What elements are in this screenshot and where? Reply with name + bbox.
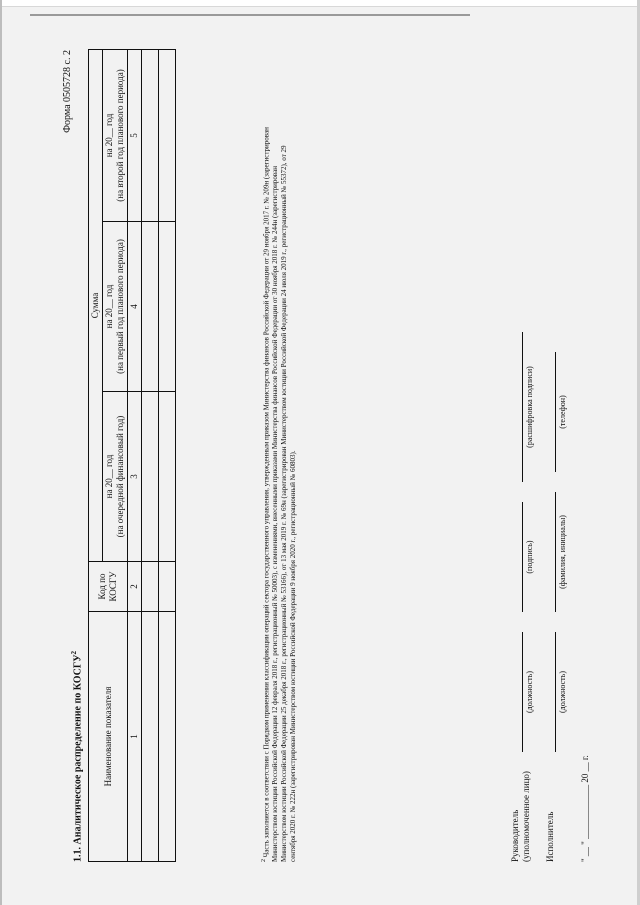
header-year3-title: на 20__ год — [104, 113, 114, 158]
executor-fio-line[interactable] — [555, 492, 556, 612]
date-field[interactable]: " __ " ____________ 20 __ г. — [580, 755, 590, 862]
executor-label: Исполнитель — [545, 811, 555, 862]
footnote-mark: 2 — [261, 859, 267, 862]
header-year1 — [103, 392, 128, 562]
cell-year1[interactable] — [142, 392, 159, 562]
header-name: Наименование показателя — [89, 612, 128, 862]
table-row — [159, 49, 176, 861]
header-code: Код по КОСГУ — [89, 562, 128, 612]
header-year2-title: на 20__ год — [104, 284, 114, 329]
col-num-3: 3 — [128, 392, 142, 562]
executor-phone-line[interactable] — [555, 352, 556, 472]
head-label-line2: (уполномоченное лицо) — [521, 771, 531, 862]
head-label-line1: Руководитель — [510, 809, 520, 862]
form-number: Форма 0505728 с. 2 — [62, 50, 73, 133]
cell-code[interactable] — [159, 562, 176, 612]
column-number-row — [128, 49, 142, 861]
executor-position-caption: (должность) — [558, 671, 567, 713]
head-position-line[interactable] — [522, 632, 523, 752]
section-title-text: 1.1. Аналитическое распределение по КОСГУ — [72, 654, 84, 862]
section-title — [70, 651, 83, 862]
head-signature-line[interactable] — [522, 502, 523, 612]
head-decoded-line[interactable] — [522, 332, 523, 482]
header-year3-sub: (на второй год планового периода) — [115, 69, 125, 202]
kosgu-table — [88, 49, 176, 862]
executor-phone-caption: (телефон) — [558, 395, 567, 429]
scan-left-edge — [0, 0, 2, 905]
cell-year3[interactable] — [159, 49, 176, 221]
table-row — [142, 49, 159, 861]
header-year1-sub: (на очередной финансовый год) — [115, 415, 125, 538]
header-year2 — [103, 222, 128, 392]
header-year3 — [103, 49, 128, 221]
scan-artifact-line — [30, 14, 470, 16]
executor-fio-caption: (фамилия, инициалы) — [558, 515, 567, 589]
header-year1-title: на 20__ год — [104, 454, 114, 499]
col-num-1: 1 — [128, 612, 142, 862]
cell-year2[interactable] — [159, 222, 176, 392]
head-position-caption: (должность) — [525, 671, 534, 713]
cell-year2[interactable] — [142, 222, 159, 392]
footnote-text: Часть заполняется в соответствии с Порядком применения классификации операций сектора государственного управления, утвержденным приказом Министерства финансов Российской Федерации от 29 ноября 2017 г. № 209н (зарегистрирован Министерством юстиции Российской Федерации 12 февраля 2018 г., регистрационный № 50003), с изменениями, внесенными приказами Министерства финансов Российской Федерации от 30 ноября 2018 г. № 244н (зарегистрирован Министерством юстиции Российской Федерации 25 декабря 2018 г., регистрационный № 53166), от 13 мая 2019 г. № 69н (зарегистрирован Министерством юстиции Российской Федерации 24 июля 2019 г., регистрационный № 55372), от 29 сентября 2020 г. № 222н (зарегистрирован Министерством юстиции Российской Федерации 9 ноября 2020 г., регистрационный № 60803). — [262, 127, 298, 862]
cell-year3[interactable] — [142, 49, 159, 221]
section-footnote-ref: 2 — [70, 650, 78, 655]
col-num-5: 5 — [128, 49, 142, 221]
head-signature-caption: (подпись) — [525, 540, 534, 574]
head-label — [510, 771, 532, 862]
header-sums: Сумма — [89, 49, 103, 561]
executor-position-line[interactable] — [555, 632, 556, 752]
cell-name[interactable] — [142, 612, 159, 862]
footnote — [260, 122, 298, 862]
cell-name[interactable] — [159, 612, 176, 862]
col-num-2: 2 — [128, 562, 142, 612]
cell-year1[interactable] — [159, 392, 176, 562]
rotated-form-page — [40, 42, 600, 862]
header-year2-sub: (на первый год планового периода) — [115, 239, 125, 374]
col-num-4: 4 — [128, 222, 142, 392]
cell-code[interactable] — [142, 562, 159, 612]
scan-top-edge — [0, 0, 640, 7]
head-decoded-caption: (расшифровка подписи) — [525, 366, 534, 448]
